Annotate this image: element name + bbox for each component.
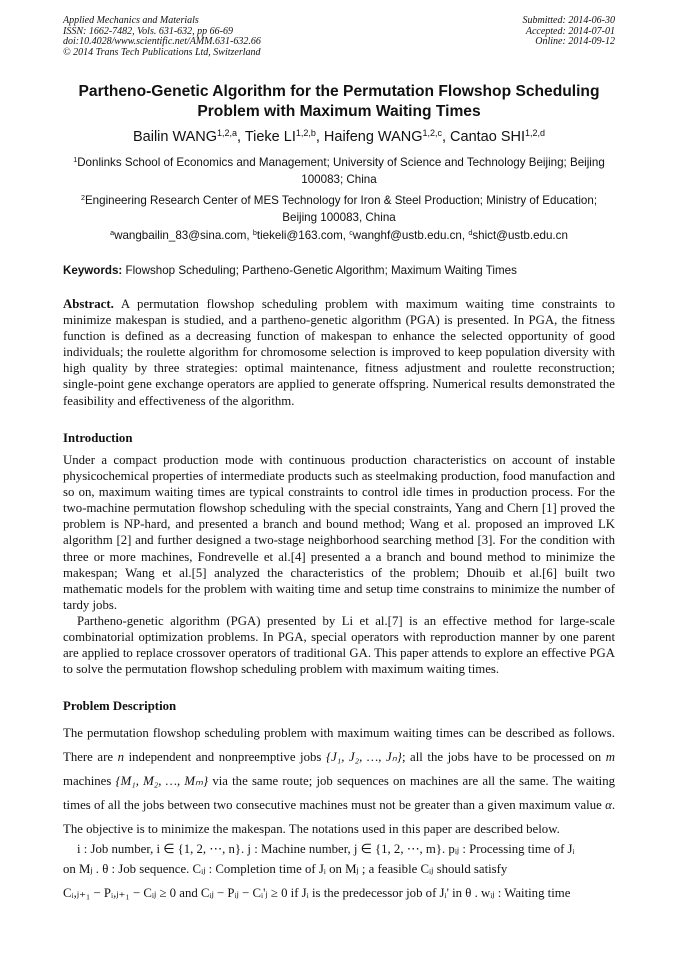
keywords: Keywords: Flowshop Scheduling; Partheno-Genetic Algorithm; Maximum Waiting Times	[63, 264, 517, 277]
author-name: Haifeng WANG	[323, 129, 423, 145]
copyright-line: © 2014 Trans Tech Publications Ltd, Switzerland	[63, 46, 261, 58]
notation-line: on Mⱼ . θ : Job sequence. Cᵢⱼ : Completion time of Jᵢ on Mⱼ ; a feasible Cᵢⱼ should satisfy	[63, 862, 508, 877]
author-name: Tieke LI	[244, 129, 296, 145]
author-emails: $^a$wangbailin_83@sina.com, $^b$tiekeli@163.com, $^c$wanghf@ustb.edu.cn, $^d$shict@ustb.edu.cn	[110, 228, 568, 242]
dates-header	[523, 16, 616, 48]
paper-title: Partheno-Genetic Algorithm for the Permutation Flowshop Scheduling Problem with Maximum Waiting Times	[78, 83, 600, 120]
affiliation-1: $^1$Donlinks School of Economics and Management; University of Science and Technology Beijing; Beijing 100083; China	[73, 155, 605, 186]
email-link[interactable]: wanghf@ustb.edu.cn	[352, 229, 462, 242]
submitted-date: Submitted: 2014-06-30	[522, 15, 615, 26]
email-link[interactable]: wangbailin_83@sina.com	[114, 229, 247, 242]
online-date: Online: 2014-09-12	[535, 36, 615, 48]
journal-name: Applied Mechanics and Materials	[63, 15, 199, 26]
issn-line: ISSN: 1662-7482, Vols. 631-632, pp 66-69	[63, 25, 233, 37]
author-name: Bailin WANG	[132, 129, 218, 145]
email-link[interactable]: tiekeli@163.com	[256, 229, 343, 242]
job-set-formula: {J₁, J₂, …, Jₙ}	[325, 750, 402, 764]
author-name: Cantao SHI	[450, 129, 526, 145]
accepted-date: Accepted: 2014-07-01	[525, 25, 615, 37]
introduction-body	[63, 452, 615, 677]
affiliation-2: $^2$Engineering Research Center of MES Technology for Iron & Steel Production; Ministry of Education; Beijing 100083, China	[80, 193, 598, 224]
notation-line: i : Job number, i ∈ {1, 2, ⋯, n}. j : Machine number, j ∈ {1, 2, ⋯, m}. pᵢⱼ : Processing time of Jᵢ	[77, 842, 575, 856]
section-heading-problem-description: Problem Description	[63, 699, 177, 713]
doi-line: doi:10.4028/www.scientific.net/AMM.631-632.66	[63, 36, 261, 48]
email-link[interactable]: shict@ustb.edu.cn	[472, 229, 568, 242]
section-heading-introduction: Introduction	[63, 431, 133, 445]
paragraph: Partheno-genetic algorithm (PGA) presented by Li et al.[7] is an effective method for large-scale combinatorial optimization problems. In PGA, special operators with reproduction manner by one parent are applied to replace crossover operators of traditional GA. This paper attends to explore an effective PGA to solve the permutation flowshop scheduling problem with maximum waiting times.	[63, 613, 615, 677]
abstract: Abstract. A permutation flowshop scheduling problem with maximum waiting time constraints to minimize makespan is studied, and a partheno-genetic algorithm (PGA) is presented. In PGA, the fitness function is defined as a decreasing function of makespan to enhance the selected opportunity of good individuals; the roulette algorithm for chromosome selection is improved to keep population diversity with high quality by three strategies: optimal maintenance, fitness adjustment and roulette reconstruction; single-point gene exchange operators are applied to generate offspring. Numerical results demonstrated the feasibility and effectiveness of the algorithm.	[63, 297, 615, 408]
problem-description-body	[63, 721, 615, 905]
paragraph: The permutation flowshop scheduling problem with maximum waiting times can be described as follows. There are n independent and nonpreemptive jobs {J₁, J₂, …, Jₙ}; all the jobs have to be processed on m machines {M₁, M₂, …, Mₘ} via the same route; job sequences on machines are all the same. The waiting times of all the jobs between two consecutive machines must not be greater than a given maximum value α. The objective is to minimize the makespan. The notations used in this paper are described below.	[63, 726, 616, 836]
journal-header	[63, 16, 261, 58]
paragraph: Under a compact production mode with continuous production characteristics on account of instable physicochemical properties of intermediate products such as steelmaking production, food manufaction and so on, maximum waiting times are typical constraints to control idle times in production process. For the two-machine permutation flowshop scheduling with the special constraints, Yang and Chern [1] proved the problem is NP-hard, and presented a branch and bound method; Wang et al. proposed an improved LK algorithm [2] and further designed a two-stage neighborhood searching method [3]. For the condition with three or more machines, Fondrevelle et al.[4] presented a a branch and bound method to minimize the makespan; Wang et al.[5] analyzed the characteristics of the problem; Dhouib et al.[6] built two mathematic models for the problem with waiting time and setup time constrains to minimize the number of tardy jobs.	[63, 453, 615, 612]
notation-line: Cᵢ,ⱼ₊₁ − Pᵢ,ⱼ₊₁ − Cᵢⱼ ≥ 0 and Cᵢⱼ − Pᵢⱼ − Cᵢ'ⱼ ≥ 0 if Jᵢ is the predecessor job of Jᵢ' in θ . wᵢⱼ : Waiting time	[63, 886, 571, 901]
author-list: Bailin WANG$^{1,2,a}$, Tieke LI$^{1,2,b}$, Haifeng WANG$^{1,2,c}$, Cantao SHI$^{1,2,d}$	[132, 128, 545, 145]
machine-set-formula: {M₁, M₂, …, Mₘ}	[115, 774, 209, 788]
